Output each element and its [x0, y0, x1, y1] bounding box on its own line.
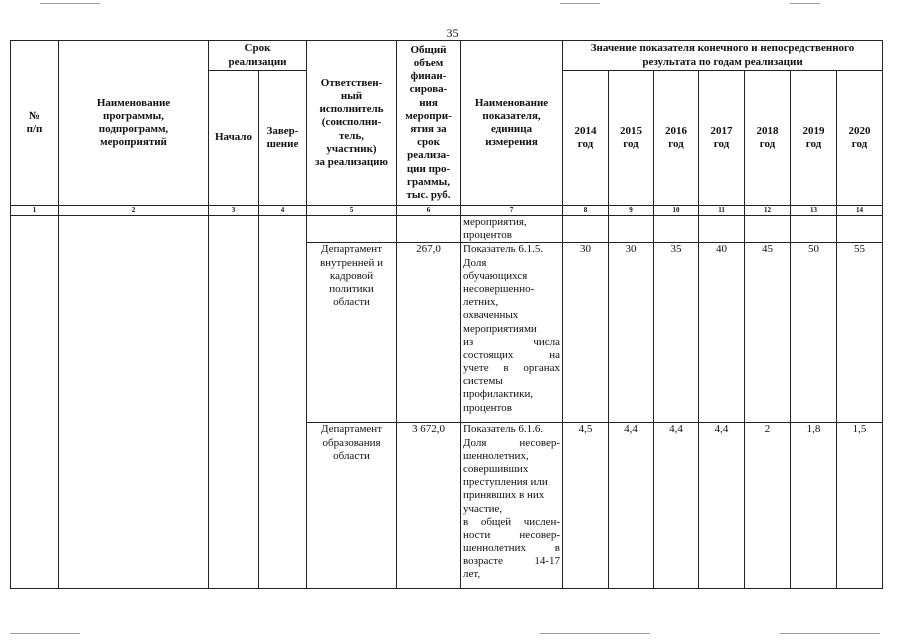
header-col-end: Завер- шение — [259, 71, 307, 206]
scan-artifact — [560, 3, 600, 4]
cell-value-2018: 2 — [745, 423, 791, 589]
indicator-line: преступления или — [463, 476, 548, 489]
cell-value-2014 — [563, 216, 609, 243]
indicator-line: совершивших — [463, 462, 529, 475]
cell-value-2018 — [745, 216, 791, 243]
column-number: 12 — [745, 206, 791, 216]
column-number: 11 — [699, 206, 745, 216]
indicator-line: Доля — [463, 256, 487, 269]
indicator-line: системы — [463, 375, 503, 388]
column-number: 8 — [563, 206, 609, 216]
header-year-2014: 2014 год — [563, 71, 609, 206]
header-col-term: Срок реализации — [209, 41, 307, 71]
header-col-start: Начало — [209, 71, 259, 206]
header-col-executor: Ответствен- ный исполнитель (соисполни- тель, участник) за реализацию — [307, 41, 397, 206]
column-number: 7 — [461, 206, 563, 216]
header-col-no: № п/п — [11, 41, 59, 206]
indicator-line: Показатель 6.1.5. — [463, 243, 544, 256]
cell-value-2019: 50 — [791, 243, 837, 423]
scan-artifact — [790, 3, 820, 4]
cell-indicator — [461, 243, 563, 423]
indicator-line: Доля несовер- — [463, 436, 561, 449]
indicator-line: обучающихся — [463, 269, 528, 282]
indicator-line: учете в органах — [463, 362, 561, 375]
cell-volume — [397, 216, 461, 243]
cell-value-2016: 4,4 — [654, 423, 699, 589]
header-year-2020: 2020 год — [837, 71, 883, 206]
scan-artifact — [10, 633, 80, 634]
indicator-line: процентов — [463, 401, 512, 414]
indicator-line: в общей числен- — [463, 515, 561, 528]
cell-value-2020: 55 — [837, 243, 883, 423]
column-number-row — [11, 206, 883, 216]
cell-name — [59, 216, 209, 589]
indicator-line: мероприятия, — [463, 216, 527, 228]
cell-value-2020 — [837, 216, 883, 243]
header-year-2016: 2016 год — [654, 71, 699, 206]
cell-indicator — [461, 423, 563, 589]
cell-value-2016 — [654, 216, 699, 243]
indicator-line: возрасте 14-17 — [463, 555, 561, 568]
header-col-indicator: Наименование показателя, единица измерения — [461, 41, 563, 206]
scan-artifact — [40, 3, 100, 4]
indicator-line: мероприятиями — [463, 322, 537, 335]
cell-start — [209, 216, 259, 589]
column-number: 1 — [11, 206, 59, 216]
cell-value-2017 — [699, 216, 745, 243]
cell-executor: Департамент внутренней и кадровой политики области — [307, 243, 397, 423]
header-col-name: Наименование программы, подпрограмм, мероприятий — [59, 41, 209, 206]
cell-value-2014: 30 — [563, 243, 609, 423]
scan-artifact — [540, 633, 650, 634]
table-row — [11, 216, 883, 243]
page-number: 35 — [446, 26, 459, 40]
indicator-line: летних, — [463, 296, 499, 309]
column-number: 2 — [59, 206, 209, 216]
cell-value-2019 — [791, 216, 837, 243]
cell-value-2015: 4,4 — [609, 423, 654, 589]
indicator-line: шеннолетних в — [463, 542, 561, 555]
indicator-line: профилактики, — [463, 388, 534, 401]
indicator-line: из числа — [463, 335, 561, 348]
cell-volume: 3 672,0 — [397, 423, 461, 589]
header-col-values: Значение показателя конечного и непосредственного результата по годам реализации — [563, 41, 883, 71]
header-year-2018: 2018 год — [745, 71, 791, 206]
indicator-line: несовершенно- — [463, 282, 535, 295]
column-number: 9 — [609, 206, 654, 216]
indicator-line: состоящих на — [463, 348, 561, 361]
header-col-volume: Общий объем финан- сирова- ния меропри- ятия за срок реализа- ции про- граммы, тыс. руб. — [397, 41, 461, 206]
column-number: 14 — [837, 206, 883, 216]
cell-value-2017: 40 — [699, 243, 745, 423]
column-number: 3 — [209, 206, 259, 216]
header-year-2015: 2015 год — [609, 71, 654, 206]
cell-indicator — [461, 216, 563, 243]
column-number: 6 — [397, 206, 461, 216]
scan-artifact — [780, 633, 880, 634]
cell-end — [259, 216, 307, 589]
cell-no — [11, 216, 59, 589]
column-number: 4 — [259, 206, 307, 216]
cell-executor: Департамент образования области — [307, 423, 397, 589]
header-year-2017: 2017 год — [699, 71, 745, 206]
cell-volume: 267,0 — [397, 243, 461, 423]
cell-value-2017: 4,4 — [699, 423, 745, 589]
cell-executor — [307, 216, 397, 243]
indicator-line: лет, — [463, 568, 481, 581]
cell-value-2018: 45 — [745, 243, 791, 423]
indicator-line: Показатель 6.1.6. — [463, 423, 544, 436]
indicator-line: охваченных — [463, 309, 519, 322]
column-number: 13 — [791, 206, 837, 216]
cell-value-2016: 35 — [654, 243, 699, 423]
indicator-line: шеннолетних, — [463, 449, 529, 462]
header-year-2019: 2019 год — [791, 71, 837, 206]
cell-value-2019: 1,8 — [791, 423, 837, 589]
column-number: 10 — [654, 206, 699, 216]
cell-value-2014: 4,5 — [563, 423, 609, 589]
cell-value-2015 — [609, 216, 654, 243]
indicator-line: участие, — [463, 502, 503, 515]
program-indicators-table — [10, 40, 883, 589]
cell-value-2020: 1,5 — [837, 423, 883, 589]
column-number: 5 — [307, 206, 397, 216]
indicator-line: ности несовер- — [463, 528, 561, 541]
indicator-line: процентов — [463, 229, 512, 242]
indicator-line: принявших в них — [463, 489, 545, 502]
cell-value-2015: 30 — [609, 243, 654, 423]
